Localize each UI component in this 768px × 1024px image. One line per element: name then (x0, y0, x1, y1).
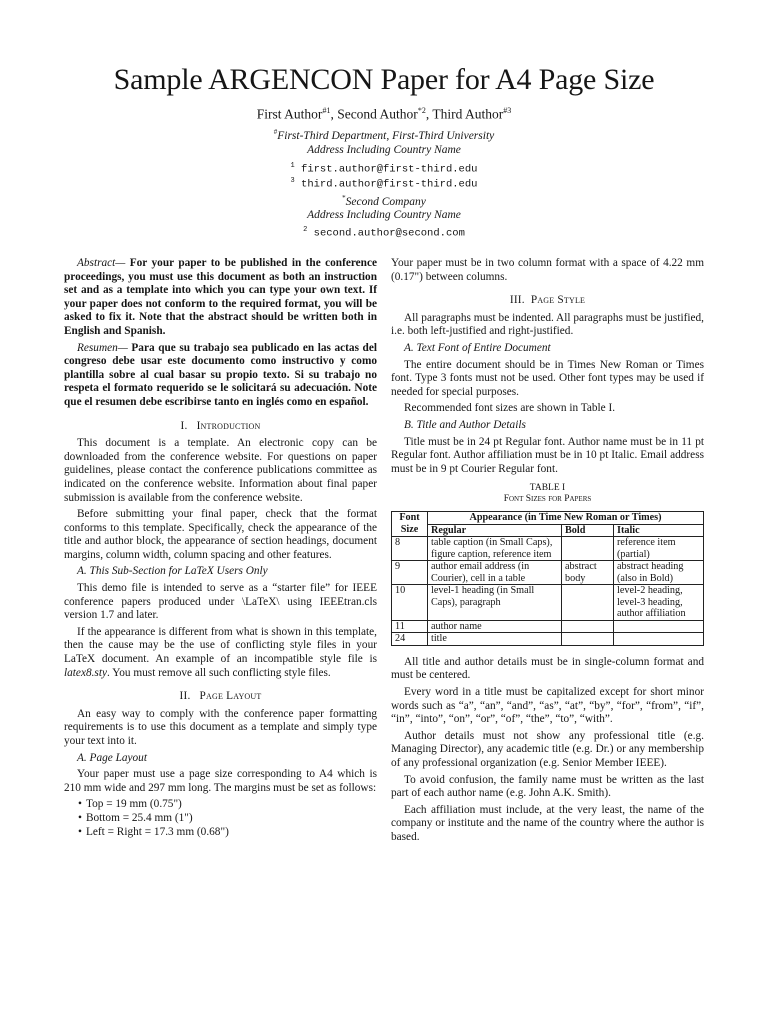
author-list (0, 106, 768, 123)
affiliation-1-department (0, 128, 768, 142)
table-cell: 24 (392, 633, 428, 646)
table-header-cell: Size (392, 524, 428, 537)
table-cell (562, 620, 614, 633)
email-2 (0, 226, 768, 240)
paragraph: Title must be in 24 pt Regular font. Author name must be in 11 pt Regular font. Author affiliation must be in 10 pt Italic. Email address must be in 9 pt Courier Regular font. (391, 435, 704, 475)
list-item: • Bottom = 25.4 mm (1") (78, 812, 377, 826)
paragraph: Author details must not show any professional title (e.g. Managing Director), any academic title (e.g. Dr.) or any membership of any professional organization (e.g. Senior Member IEEE). (391, 729, 704, 769)
abstract-text: For your paper to be published in the conference proceedings, you must use this document as both an instruction set and as a template into which you can type your own text. If your paper does not conform to the required format, you will be asked to fix it. Note that the abstract should be written both in English and Spanish. (64, 257, 377, 337)
table-row (392, 585, 704, 621)
paragraph: An easy way to comply with the conference paper formatting requirements is to use this document as a template and simply type your text into it. (64, 707, 377, 747)
table-cell: author name (428, 620, 562, 633)
table-cell (562, 537, 614, 561)
section-title: Introduction (196, 419, 261, 432)
section-number: II. (179, 690, 191, 703)
email-mark: 2 (303, 226, 308, 234)
subsection-heading: A. Page Layout (77, 751, 147, 764)
section-title: Page Layout (199, 690, 262, 703)
table-caption (391, 483, 704, 505)
subsection-heading: A. This Sub-Section for LaTeX Users Only (77, 565, 268, 578)
subsection-heading: B. Title and Author Details (404, 418, 526, 431)
table-cell: title (428, 633, 562, 646)
table-cell: 11 (392, 620, 428, 633)
table-cell (614, 620, 704, 633)
table-title: Font Sizes for Papers (503, 494, 592, 505)
table-row (392, 633, 704, 646)
table-cell: 8 (392, 537, 428, 561)
style-file-name: latex8.sty (64, 666, 107, 679)
paragraph-text: If the appearance is different from what is shown in this template, then the cause may be the use of conflicting style files in your LaTeX document. An example of an incompatible style file is (64, 625, 377, 666)
author-mark: *2 (417, 106, 426, 115)
resumen (64, 342, 377, 410)
right-column (391, 257, 704, 848)
paragraph (64, 626, 377, 680)
table-header-row (392, 524, 704, 537)
table-cell: abstract body (562, 561, 614, 585)
affiliation-mark: # (273, 128, 278, 136)
section-number: I. (180, 419, 188, 432)
email-mark: 3 (290, 177, 295, 185)
left-column (64, 257, 377, 839)
author-name: Second Author (337, 106, 418, 122)
margin-list (64, 798, 377, 839)
table-cell: abstract heading (also in Bold) (614, 561, 704, 585)
paragraph: The entire document should be in Times New Roman or Times font. Type 3 fonts must not be used. Other font types may be used if needed for special purposes. (391, 358, 704, 398)
paragraph: All paragraphs must be indented. All paragraphs must be justified, i.e. both left-justified and right-justified. (391, 311, 704, 338)
author-separator: , (425, 106, 433, 122)
table-cell (562, 633, 614, 646)
table-cell (562, 585, 614, 621)
table-cell: level-1 heading (in Small Caps), paragraph (428, 585, 562, 621)
paragraph: This document is a template. An electronic copy can be downloaded from the conference website. For questions on paper guidelines, please contact the conference publications committee as indicated on the conference website. Information about final paper submission is available from the conference website. (64, 437, 377, 504)
email-text: second.author@second.com (313, 227, 465, 240)
table-header-cell: Regular (428, 524, 562, 537)
paragraph: Every word in a title must be capitalized except for short minor words such as “a”, “an”, “and”, “as”, “at”, “by”, “for”, “from”, “if”, “in”, “into”, “on”, “or”, “of”, “the”, “to”, “with”. (391, 686, 704, 726)
paragraph: Your paper must be in two column format with a space of 4.22 mm (0.17") between columns. (391, 257, 704, 283)
table-row (392, 620, 704, 633)
affiliation-2-department (0, 194, 768, 208)
table-cell: author email address (in Courier), cell in a table (428, 561, 562, 585)
email-text: first.author@first-third.edu (301, 163, 478, 176)
table-row (392, 561, 704, 585)
table-cell: reference item (partial) (614, 537, 704, 561)
font-size-table (391, 511, 704, 646)
email-3 (0, 177, 768, 191)
affiliation-1-address: Address Including Country Name (307, 144, 461, 156)
table-label: TABLE I (529, 483, 566, 494)
section-heading-introduction (64, 420, 377, 434)
paragraph: This demo file is intended to serve as a “starter file” for IEEE conference papers produced under \LaTeX\ using IEEEtran.cls version 1.7 and later. (64, 582, 377, 622)
paragraph: All title and author details must be in single-column format and must be centered. (391, 655, 704, 682)
list-item: • Left = Right = 17.3 mm (0.68") (78, 826, 377, 840)
paragraph-text: . You must remove all such conflicting style files. (106, 666, 331, 679)
table-cell: 10 (392, 585, 428, 621)
table-header-cell: Bold (562, 524, 614, 537)
author-separator: , (330, 106, 338, 122)
subsection-heading: A. Text Font of Entire Document (404, 341, 551, 354)
table-cell: 9 (392, 561, 428, 585)
email-1 (0, 162, 768, 176)
paragraph: To avoid confusion, the family name must be written as the last part of each author name (e.g. John A.K. Smith). (391, 773, 704, 800)
table-cell: table caption (in Small Caps), figure caption, reference item (428, 537, 562, 561)
author-mark: #1 (322, 106, 331, 115)
table-header-cell: Font (392, 512, 428, 525)
paragraph: Recommended font sizes are shown in Table I. (404, 402, 616, 415)
table-header-row (392, 512, 704, 525)
affiliation-mark: * (342, 194, 346, 202)
section-heading-page-style (391, 294, 704, 308)
author-mark: #3 (503, 106, 512, 115)
email-text: third.author@first-third.edu (301, 178, 478, 191)
affiliation-text: First-Third Department, First-Third University (277, 129, 495, 142)
table-header-cell: Appearance (in Time New Roman or Times) (428, 512, 704, 525)
table-cell (614, 633, 704, 646)
table-header-cell: Italic (614, 524, 704, 537)
resumen-label: Resumen— (77, 341, 128, 354)
table-cell: level-2 heading, level-3 heading, author affiliation (614, 585, 704, 621)
email-mark: 1 (290, 162, 295, 170)
abstract (64, 257, 377, 339)
abstract-label: Abstract— (77, 257, 126, 269)
affiliation-text: Second Company (345, 195, 426, 208)
paragraph: Each affiliation must include, at the very least, the name of the company or institute and the name of the country where the author is based. (391, 803, 704, 843)
author-name: Third Author (432, 106, 504, 122)
list-item: • Top = 19 mm (0.75") (78, 798, 377, 812)
table-row (392, 537, 704, 561)
section-heading-page-layout (64, 690, 377, 704)
paper-title: Sample ARGENCON Paper for A4 Page Size (113, 63, 655, 96)
resumen-text: Para que su trabajo sea publicado en las actas del congreso debe usar este documento como instructivo y como plantilla sobre al cual basar su propio texto. Si su trabajo no respeta el formato requerido se le solicitará su adecuación. Note que el resumen debe escribirse tanto en inglés como en español. (64, 341, 377, 408)
section-number: III. (509, 294, 525, 307)
paragraph: Your paper must use a page size corresponding to A4 which is 210 mm wide and 297 mm long. The margins must be set as follows: (64, 768, 377, 794)
author-name: First Author (256, 106, 323, 122)
affiliation-2-address: Address Including Country Name (307, 209, 461, 221)
paragraph: Before submitting your final paper, check that the format conforms to this template. Specifically, check the appearance of the title and author block, the appearance of section headings, document margins, column width, column spacing and other features. (64, 508, 377, 561)
section-title: Page Style (530, 294, 586, 307)
